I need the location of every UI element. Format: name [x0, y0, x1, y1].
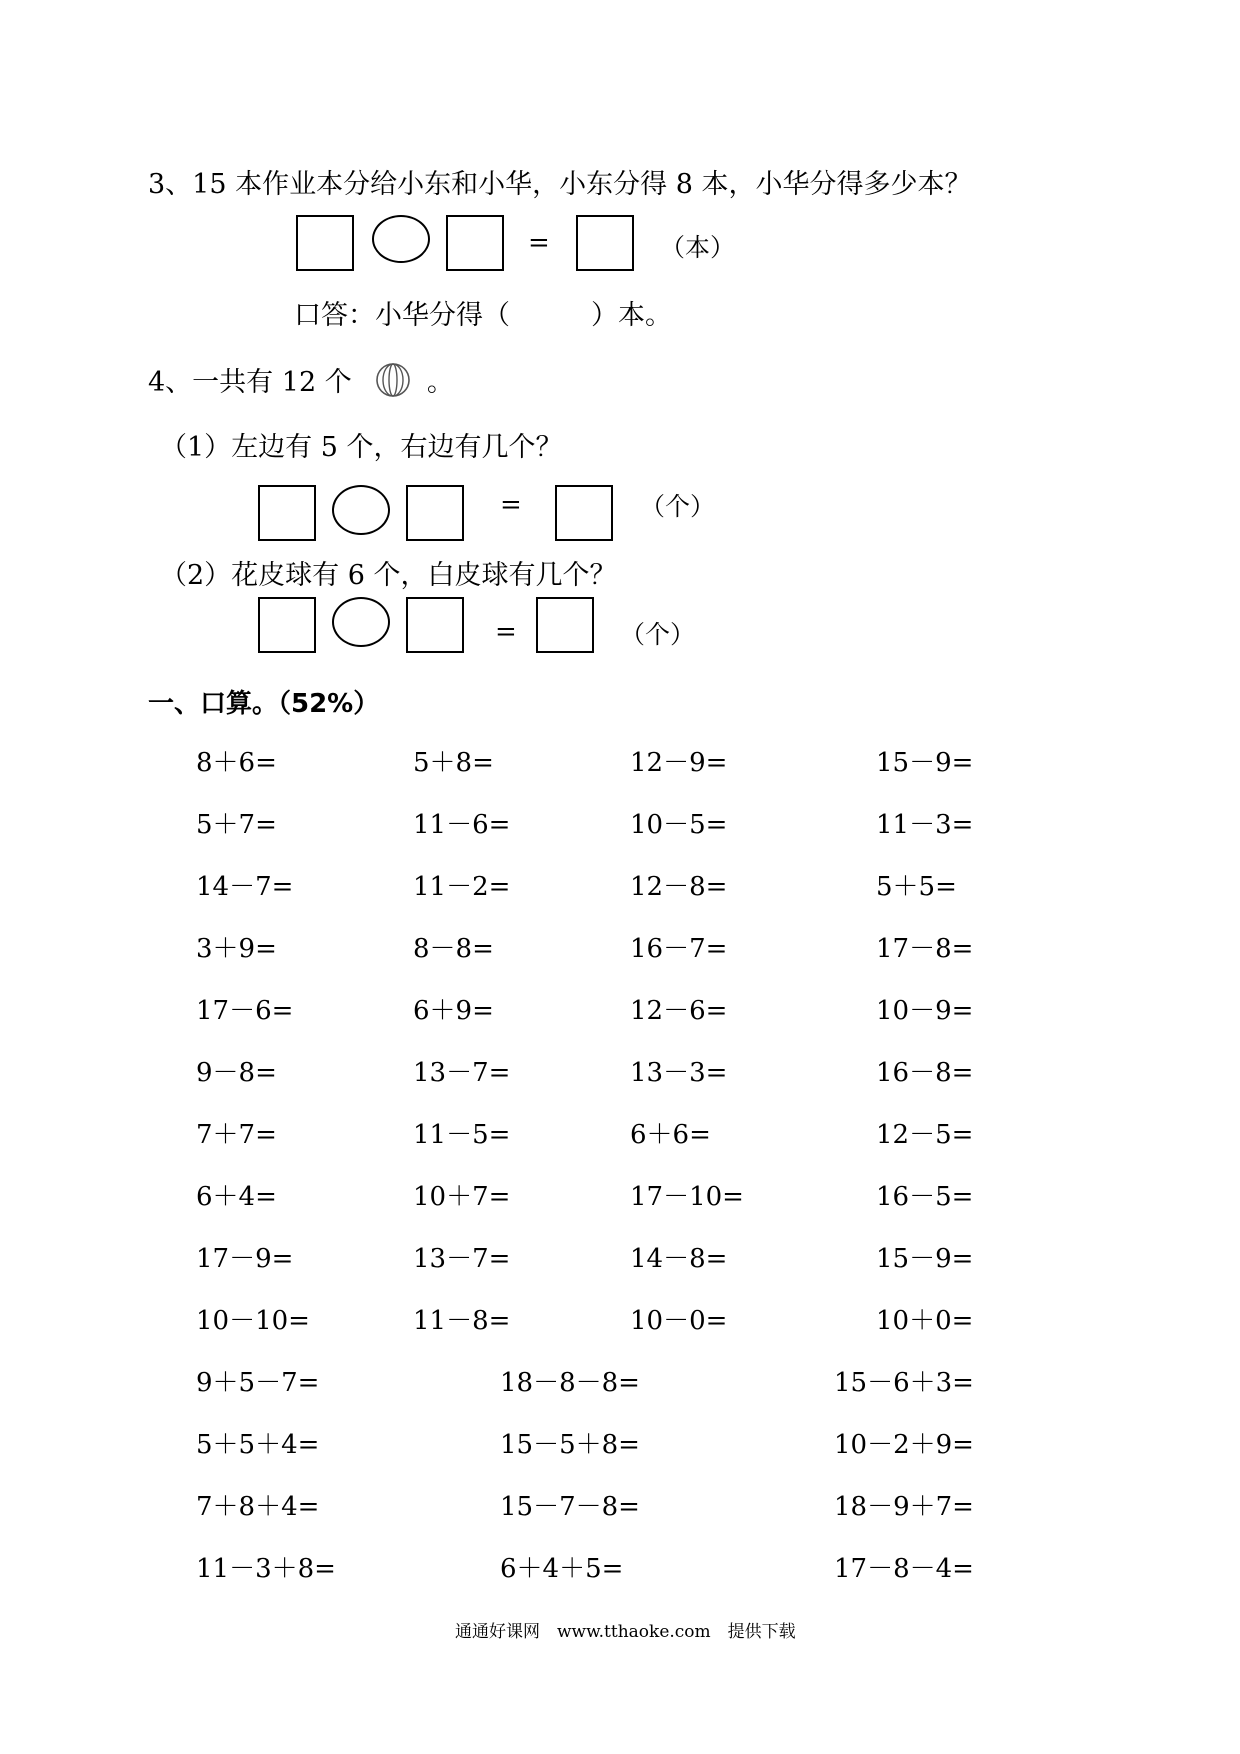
arith-item: 10－2＋9= — [834, 1430, 974, 1460]
q4-sub1-operator-circle[interactable] — [332, 485, 390, 535]
ball-icon — [374, 361, 412, 406]
arith-item: 13－7= — [413, 1058, 511, 1088]
arith-item: 6＋9= — [413, 996, 494, 1026]
q4-sub1-answer-box[interactable] — [555, 485, 613, 541]
arith-item: 11－5= — [413, 1120, 511, 1150]
arith-item: 12－8= — [630, 872, 728, 902]
arith-item: 15－7－8= — [500, 1492, 640, 1522]
arith-item: 17－9= — [196, 1244, 294, 1274]
q4-sub2-unit: （个） — [620, 620, 696, 649]
arith-item: 10－10= — [196, 1306, 310, 1336]
arith-item: 9－8= — [196, 1058, 277, 1088]
q3-box-1[interactable] — [296, 215, 354, 271]
q3-box-2[interactable] — [446, 215, 504, 271]
q3-equals: = — [528, 228, 550, 258]
q4-sub1-box-2[interactable] — [406, 485, 464, 541]
arith-item: 6＋4= — [196, 1182, 277, 1212]
q4-text — [148, 360, 454, 406]
q4-text-after: 。 — [426, 367, 454, 398]
q3-answer-box[interactable] — [576, 215, 634, 271]
arith-item: 16－8= — [876, 1058, 974, 1088]
q4-sub2-box-1[interactable] — [258, 597, 316, 653]
arith-item: 8－8= — [413, 934, 494, 964]
arith-item: 17－10= — [630, 1182, 744, 1212]
q4-sub2-answer-box[interactable] — [536, 597, 594, 653]
arith-item: 13－7= — [413, 1244, 511, 1274]
arith-item: 16－5= — [876, 1182, 974, 1212]
page-footer: 通通好课网 www.tthaoke.com 提供下载 — [455, 1622, 796, 1642]
arith-item: 10－9= — [876, 996, 974, 1026]
q4-sub2-equals: = — [495, 617, 517, 647]
arith-item: 5＋5＋4= — [196, 1430, 320, 1460]
arith-item: 5＋8= — [413, 748, 494, 778]
q4-sub1-text: （1）左边有 5 个，右边有几个？ — [160, 432, 563, 463]
arith-item: 11－2= — [413, 872, 511, 902]
arith-item: 17－8－4= — [834, 1554, 974, 1584]
arith-item: 15－5＋8= — [500, 1430, 640, 1460]
arith-item: 14－7= — [196, 872, 294, 902]
arith-item: 18－9＋7= — [834, 1492, 974, 1522]
arith-item: 17－6= — [196, 996, 294, 1026]
arith-item: 12－9= — [630, 748, 728, 778]
arith-item: 7＋8＋4= — [196, 1492, 320, 1522]
q4-sub1-equals: = — [500, 490, 522, 520]
arith-item: 17－8= — [876, 934, 974, 964]
q3-text: 3、15 本作业本分给小东和小华，小东分得 8 本，小华分得多少本？ — [148, 169, 972, 200]
arith-item: 10＋7= — [413, 1182, 511, 1212]
arith-item: 12－6= — [630, 996, 728, 1026]
arith-item: 14－8= — [630, 1244, 728, 1274]
arith-item: 10－5= — [630, 810, 728, 840]
arith-item: 15－9= — [876, 748, 974, 778]
arith-item: 11－8= — [413, 1306, 511, 1336]
arith-item: 9＋5－7= — [196, 1368, 320, 1398]
q4-text-before: 4、一共有 12 个 — [148, 367, 352, 398]
q4-sub2-operator-circle[interactable] — [332, 597, 390, 647]
section-title: 一、口算。（52%） — [148, 689, 380, 719]
arith-item: 6＋6= — [630, 1120, 711, 1150]
q4-sub2-text: （2）花皮球有 6 个，白皮球有几个？ — [160, 560, 617, 591]
q3-answer-line: 口答：小华分得（ ）本。 — [294, 300, 672, 331]
arith-item: 3＋9= — [196, 934, 277, 964]
arith-item: 13－3= — [630, 1058, 728, 1088]
q4-sub1-box-1[interactable] — [258, 485, 316, 541]
arith-item: 8＋6= — [196, 748, 277, 778]
q4-sub2-box-2[interactable] — [406, 597, 464, 653]
q3-operator-circle[interactable] — [372, 215, 430, 263]
arith-item: 6＋4＋5= — [500, 1554, 624, 1584]
arith-item: 10＋0= — [876, 1306, 974, 1336]
arith-item: 5＋5= — [876, 872, 957, 902]
arith-item: 16－7= — [630, 934, 728, 964]
arith-item: 5＋7= — [196, 810, 277, 840]
arith-item: 11－3＋8= — [196, 1554, 336, 1584]
arith-item: 11－3= — [876, 810, 974, 840]
arith-item: 7＋7= — [196, 1120, 277, 1150]
q3-unit: （本） — [660, 233, 736, 262]
arith-item: 10－0= — [630, 1306, 728, 1336]
q4-sub1-unit: （个） — [640, 492, 716, 521]
arith-item: 11－6= — [413, 810, 511, 840]
arith-item: 12－5= — [876, 1120, 974, 1150]
arith-item: 15－6＋3= — [834, 1368, 974, 1398]
arith-item: 15－9= — [876, 1244, 974, 1274]
arith-item: 18－8－8= — [500, 1368, 640, 1398]
